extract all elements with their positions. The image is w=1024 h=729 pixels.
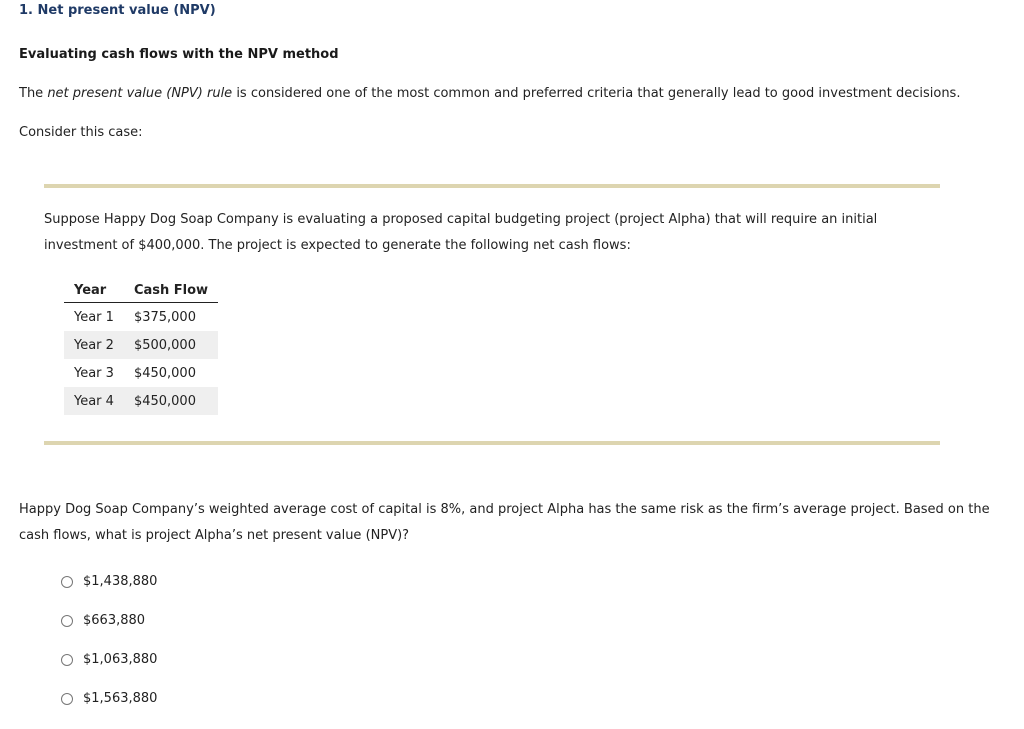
radio-button[interactable] [61, 576, 73, 588]
answer-option-4[interactable] [61, 687, 157, 711]
cell-year: Year 3 [74, 365, 114, 381]
header-year: Year [64, 278, 124, 303]
question-number-title: 1. Net present value (NPV) [19, 3, 216, 18]
answer-option-3[interactable] [61, 648, 157, 672]
question-prompt: Happy Dog Soap Company’s weighted average cost of capital is 8%, and project Alpha has the same risk as the firm’s average project. Based on the cash flows, what is project Alpha’s net present value (NPV)? [19, 502, 990, 543]
option-label[interactable]: $1,438,880 [83, 574, 158, 589]
cell-year: Year 1 [74, 309, 114, 325]
radio-button[interactable] [61, 693, 73, 705]
cell-year: Year 2 [64, 331, 124, 359]
case-divider-top [44, 184, 940, 188]
option-label[interactable]: $1,063,880 [83, 652, 158, 667]
intro-suffix: is considered one of the most common and preferred criteria that generally lead to good investment decisions. [232, 86, 961, 101]
header-cash-flow: Cash Flow [124, 278, 218, 303]
table-row [64, 303, 218, 332]
section-title: Evaluating cash flows with the NPV method [19, 47, 339, 62]
cell-cash-flow: $450,000 [133, 365, 196, 381]
radio-button[interactable] [61, 654, 73, 666]
option-label[interactable]: $663,880 [83, 613, 146, 628]
option-label[interactable]: $1,563,880 [83, 691, 158, 706]
intro-term: net present value (NPV) rule [47, 86, 233, 101]
cell-year: Year 4 [64, 387, 124, 415]
answer-options [61, 570, 157, 726]
table-header-row [64, 278, 218, 303]
table-row [64, 359, 218, 387]
case-description: Suppose Happy Dog Soap Company is evaluating a proposed capital budgeting project (project Alpha) that will require an initial investment of $400,000. The project is expected to generate the following net cash flows: [44, 212, 878, 253]
answer-option-2[interactable] [61, 609, 157, 633]
consider-label: Consider this case: [19, 125, 143, 140]
intro-paragraph [19, 85, 960, 103]
intro-prefix: The [19, 86, 48, 101]
cell-cash-flow: $500,000 [124, 331, 218, 359]
case-divider-bottom [44, 441, 940, 445]
radio-button[interactable] [61, 615, 73, 627]
answer-option-1[interactable] [61, 570, 157, 594]
cash-flow-table [64, 278, 218, 415]
table-row [64, 387, 218, 415]
cell-cash-flow: $450,000 [124, 387, 218, 415]
cell-cash-flow: $375,000 [133, 309, 196, 325]
table-row [64, 331, 218, 359]
